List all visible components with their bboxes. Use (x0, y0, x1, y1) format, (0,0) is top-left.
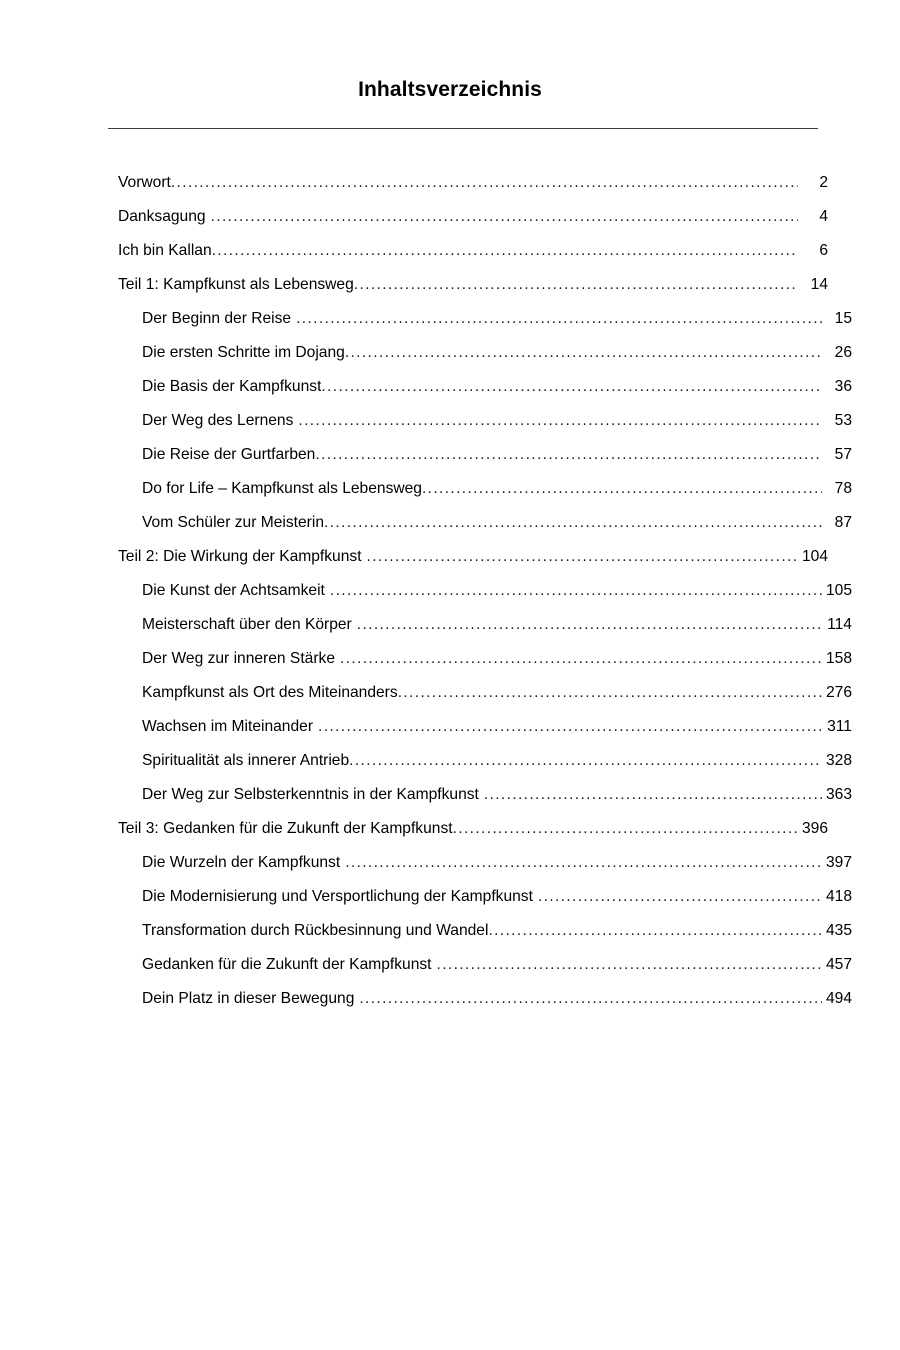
toc-entry-page-number: 396 (801, 820, 828, 837)
toc-entry-title: Der Weg zur inneren Stärke (142, 650, 335, 667)
toc-entry-page-number: 457 (825, 956, 852, 973)
toc-entry[interactable] (108, 948, 852, 982)
toc-dot-leader (345, 345, 822, 361)
toc-entry-page-number: 15 (834, 310, 852, 327)
toc-entry[interactable] (108, 608, 852, 642)
toc-dot-leader (422, 481, 822, 497)
toc-entry-page-number: 494 (825, 990, 852, 1007)
toc-entry-title: Danksagung (118, 208, 206, 225)
toc-entry[interactable] (108, 166, 828, 200)
toc-dot-leader (453, 821, 798, 837)
toc-entry[interactable] (108, 642, 852, 676)
toc-entry[interactable] (108, 982, 852, 1016)
toc-entry[interactable] (108, 438, 852, 472)
toc-entry-title: Gedanken für die Zukunft der Kampfkunst (142, 956, 432, 973)
toc-entry-title: Vom Schüler zur Meisterin (142, 514, 324, 531)
toc-entry-title: Meisterschaft über den Körper (142, 616, 352, 633)
toc-dot-leader (357, 617, 822, 633)
toc-entry-page-number: 104 (801, 548, 828, 565)
title-divider (108, 128, 818, 129)
toc-entry-title: Vorwort (118, 174, 171, 191)
toc-entry-page-number: 158 (825, 650, 852, 667)
toc-entry-page-number: 105 (825, 582, 852, 599)
toc-entry-title: Die ersten Schritte im Dojang (142, 344, 345, 361)
toc-entry[interactable] (108, 880, 852, 914)
toc-entry[interactable] (108, 676, 852, 710)
toc-dot-leader (398, 685, 822, 701)
toc-entry-title: Do for Life – Kampfkunst als Lebensweg (142, 480, 422, 497)
toc-entry-title: Die Reise der Gurtfarben (142, 446, 316, 463)
toc-entry[interactable] (108, 268, 828, 302)
toc-dot-leader (349, 753, 822, 769)
toc-entry-title: Wachsen im Miteinander (142, 718, 314, 735)
toc-dot-leader (354, 277, 798, 293)
toc-dot-leader (330, 583, 822, 599)
toc-dot-leader (321, 379, 822, 395)
toc-entry-page-number: 14 (810, 276, 828, 293)
toc-entry-title: Die Modernisierung und Versportlichung der Kampfkunst (142, 888, 533, 905)
toc-entry-page-number: 2 (819, 174, 828, 191)
toc-entry[interactable] (108, 574, 852, 608)
toc-entry-page-number: 363 (825, 786, 852, 803)
toc-dot-leader (484, 787, 822, 803)
toc-entry-title: Spiritualität als innerer Antrieb (142, 752, 350, 769)
toc-entry[interactable] (108, 506, 852, 540)
toc-entry[interactable] (108, 812, 828, 846)
toc-dot-leader (296, 311, 822, 327)
toc-entry-page-number: 4 (819, 208, 828, 225)
toc-entry-page-number: 57 (834, 446, 852, 463)
toc-entry-title: Teil 1: Kampfkunst als Lebensweg (118, 276, 354, 293)
toc-entry-title: Ich bin Kallan (118, 242, 212, 259)
toc-dot-leader (324, 515, 822, 531)
toc-dot-leader (315, 447, 822, 463)
toc-entry[interactable] (108, 370, 852, 404)
toc-entry-title: Der Weg zur Selbsterkenntnis in der Kampfkunst (142, 786, 479, 803)
toc-entry[interactable] (108, 404, 852, 438)
toc-entry[interactable] (108, 846, 852, 880)
toc-entry-page-number: 328 (825, 752, 852, 769)
toc-dot-leader (171, 175, 798, 191)
toc-entry-page-number: 36 (834, 378, 852, 395)
toc-entry-page-number: 418 (825, 888, 852, 905)
toc-entry-title: Die Basis der Kampfkunst (142, 378, 322, 395)
toc-dot-leader (488, 923, 822, 939)
toc-dot-leader (318, 719, 822, 735)
toc-dot-leader (345, 855, 822, 871)
toc-dot-leader (212, 243, 798, 259)
toc-entry-title: Teil 3: Gedanken für die Zukunft der Kampfkunst (118, 820, 453, 837)
toc-entry-title: Transformation durch Rückbesinnung und Wandel (142, 922, 489, 939)
toc-entry[interactable] (108, 914, 852, 948)
toc-entry-page-number: 276 (825, 684, 852, 701)
toc-entry-title: Die Wurzeln der Kampfkunst (142, 854, 341, 871)
toc-entry[interactable] (108, 336, 852, 370)
toc-entry-title: Der Weg des Lernens (142, 412, 294, 429)
toc-entry-title: Dein Platz in dieser Bewegung (142, 990, 355, 1007)
toc-entry-page-number: 53 (834, 412, 852, 429)
toc-entry-title: Die Kunst der Achtsamkeit (142, 582, 325, 599)
toc-entry[interactable] (108, 744, 852, 778)
toc-dot-leader (359, 991, 822, 1007)
toc-entry-page-number: 26 (834, 344, 852, 361)
toc-entry-title: Der Beginn der Reise (142, 310, 292, 327)
toc-dot-leader (298, 413, 822, 429)
toc-entry[interactable] (108, 200, 828, 234)
toc-entry-page-number: 311 (827, 718, 852, 735)
toc-entry[interactable] (108, 778, 852, 812)
toc-dot-leader (367, 549, 798, 565)
toc-entry-title: Kampfkunst als Ort des Miteinanders (142, 684, 398, 701)
toc-entry[interactable] (108, 302, 852, 336)
toc-dot-leader (538, 889, 822, 905)
toc-entry-page-number: 87 (834, 514, 852, 531)
table-of-contents (108, 166, 852, 1016)
toc-entry-title: Teil 2: Die Wirkung der Kampfkunst (118, 548, 362, 565)
toc-entry[interactable] (108, 540, 828, 574)
toc-entry-page-number: 78 (834, 480, 852, 497)
toc-entry-page-number: 6 (819, 242, 828, 259)
toc-entry[interactable] (108, 710, 852, 744)
toc-dot-leader (211, 209, 798, 225)
toc-entry-page-number: 114 (827, 616, 852, 633)
toc-entry[interactable] (108, 234, 828, 268)
page-title: Inhaltsverzeichnis (358, 78, 542, 101)
toc-dot-leader (340, 651, 822, 667)
toc-entry-page-number: 397 (825, 854, 852, 871)
toc-dot-leader (437, 957, 822, 973)
toc-entry-page-number: 435 (825, 922, 852, 939)
toc-entry[interactable] (108, 472, 852, 506)
